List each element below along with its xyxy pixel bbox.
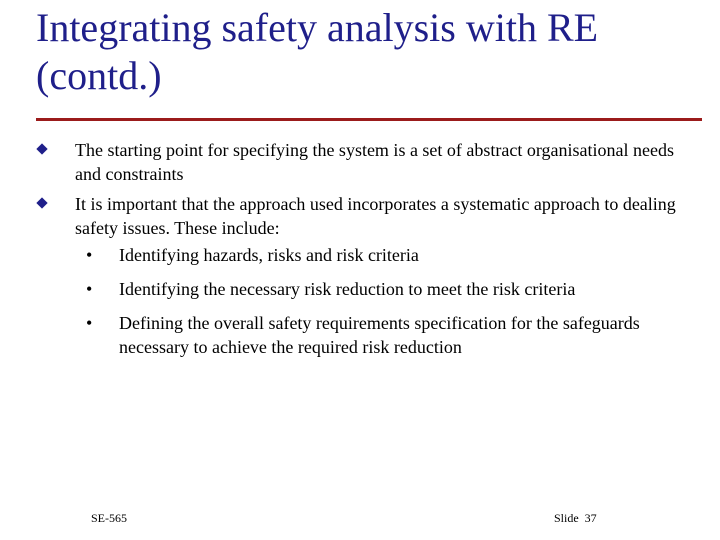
sub-bullet-item xyxy=(36,277,656,301)
slide-title-line-2: (contd.) xyxy=(36,53,162,98)
bullet-item xyxy=(36,138,696,186)
diamond-bullet-icon xyxy=(36,197,47,208)
footer-course-code: SE-565 xyxy=(91,511,127,525)
slide-title xyxy=(36,4,696,100)
bullet-list xyxy=(36,138,696,246)
dot-bullet-icon: • xyxy=(86,245,93,265)
sub-bullet-item xyxy=(36,243,656,267)
dot-bullet-icon: • xyxy=(86,279,93,299)
sub-bullet-list xyxy=(36,243,656,369)
sub-bullet-text: Identifying the necessary risk reduction to meet the risk criteria xyxy=(119,279,576,299)
sub-bullet-text: Identifying hazards, risks and risk criteria xyxy=(119,245,419,265)
title-divider xyxy=(36,118,702,121)
footer-slide-number xyxy=(554,510,597,526)
slide-title-line-1: Integrating safety analysis with RE xyxy=(36,5,599,50)
dot-bullet-icon: • xyxy=(86,313,93,333)
footer-slide-label: Slide xyxy=(554,511,579,525)
bullet-item xyxy=(36,192,696,240)
bullet-text: It is important that the approach used incorporates a systematic approach to dealing safety issues. These include: xyxy=(75,194,676,238)
bullet-text: The starting point for specifying the system is a set of abstract organisational needs and constraints xyxy=(75,140,675,184)
sub-bullet-item xyxy=(36,311,656,359)
footer-slide-count: 37 xyxy=(584,511,597,525)
diamond-bullet-icon xyxy=(36,143,47,154)
sub-bullet-text: Defining the overall safety requirements specification for the safeguards necessary to achieve the required risk reduction xyxy=(119,313,640,357)
